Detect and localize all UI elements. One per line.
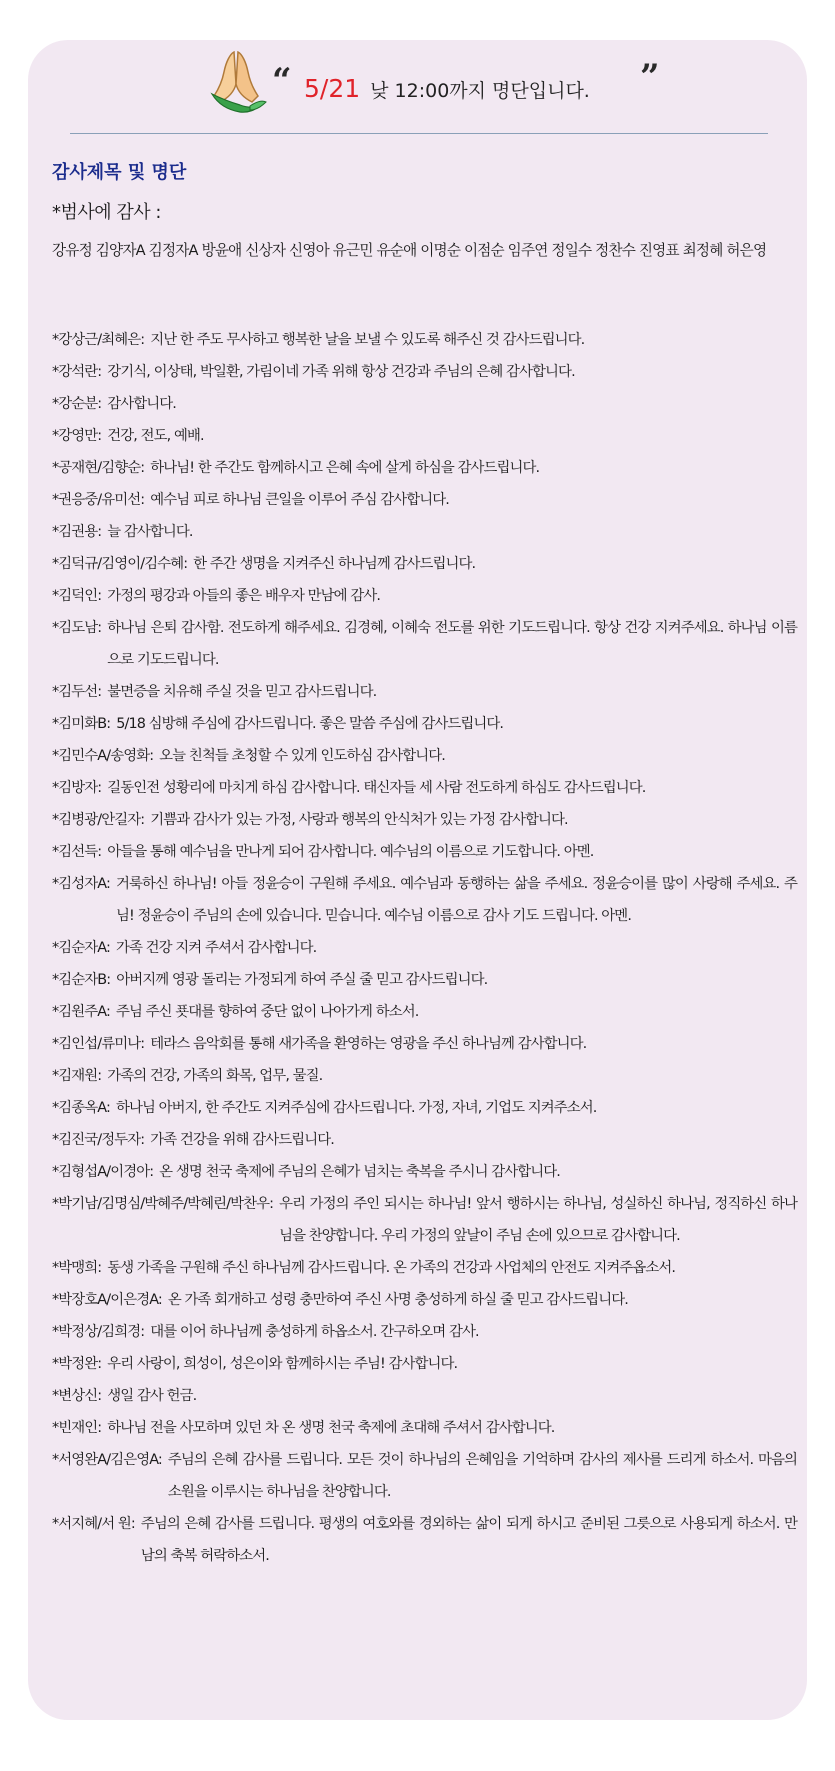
prayer-entry <box>52 996 797 1028</box>
entry-text: 강기식, 이상태, 박일환, 가림이네 가족 위해 항상 건강과 주님의 은혜 감사합니다. <box>107 364 575 380</box>
prayer-entries <box>52 324 797 1572</box>
prayer-entry <box>52 932 797 964</box>
section-subtitle: *범사에 감사 : <box>52 202 161 223</box>
prayer-entry <box>52 612 797 676</box>
entry-name: *김덕규/김영이/김수혜: <box>52 556 188 572</box>
entry-text: 생일 감사 헌금. <box>107 1388 197 1404</box>
entry-name: *박정완: <box>52 1356 102 1372</box>
prayer-entry <box>52 324 797 356</box>
prayer-entry <box>52 708 797 740</box>
open-quote: “ <box>272 61 292 101</box>
entry-name: *김종옥A: <box>52 1100 110 1116</box>
entry-name: *김도남: <box>52 620 102 636</box>
entry-name: *박장호A/이은경A: <box>52 1292 162 1308</box>
entry-name: *김민수A/송영화: <box>52 748 154 764</box>
prayer-entry <box>52 548 797 580</box>
entry-text: 온 생명 천국 축제에 주님의 은혜가 넘치는 축복을 주시니 감사합니다. <box>159 1164 560 1180</box>
entry-name: *김권용: <box>52 524 102 540</box>
prayer-entry <box>52 804 797 836</box>
entry-text: 기쁨과 감사가 있는 가정, 사랑과 행복의 안식처가 있는 가정 감사합니다. <box>150 812 568 828</box>
prayer-entry <box>52 1316 797 1348</box>
entry-text: 가족의 건강, 가족의 화목, 업무, 물질. <box>107 1068 323 1084</box>
entry-text: 하나님 아버지, 한 주간도 지켜주심에 감사드립니다. 가정, 자녀, 기업도 지켜주소서. <box>115 1100 597 1116</box>
prayer-entry <box>52 836 797 868</box>
entry-name: *김순자A: <box>52 940 110 956</box>
entry-text: 한 주간 생명을 지켜주신 하나님께 감사드립니다. <box>193 556 476 572</box>
entry-name: *김두선: <box>52 684 102 700</box>
entry-text: 하나님 은퇴 감사함. 전도하게 해주세요. 김경혜, 이혜숙 전도를 위한 기도드립니다. 항상 건강 지켜주세요. 하나님 이름으로 기도드립니다. <box>107 620 797 668</box>
entry-name: *권응중/유미선: <box>52 492 145 508</box>
entry-text: 길동인전 성황리에 마치게 하심 감사합니다. 태신자들 세 사람 전도하게 하심도 감사드립니다. <box>107 780 646 796</box>
prayer-entry <box>52 356 797 388</box>
entry-name: *강순분: <box>52 396 102 412</box>
entry-text: 건강, 전도, 예배. <box>107 428 204 444</box>
prayer-entry <box>52 740 797 772</box>
entry-name: *김성자A: <box>52 876 110 892</box>
prayer-entry <box>52 1284 797 1316</box>
prayer-entry <box>52 1156 797 1188</box>
prayer-entry <box>52 1188 797 1252</box>
entry-text: 가족 건강 지켜 주셔서 감사합니다. <box>115 940 317 956</box>
entry-name: *빈재인: <box>52 1420 102 1436</box>
entry-name: *서지혜/서 원: <box>52 1516 135 1532</box>
entry-name: *강석란: <box>52 364 102 380</box>
prayer-entry <box>52 868 797 932</box>
entry-text: 가정의 평강과 아들의 좋은 배우자 만남에 감사. <box>107 588 380 604</box>
card-header <box>28 40 807 135</box>
entry-name: *서영완A/김은영A: <box>52 1452 162 1468</box>
prayer-card <box>28 40 807 1720</box>
entry-text: 우리 가정의 주인 되시는 하나님! 앞서 행하시는 하나님, 성실하신 하나님, 정직하신 하나님을 찬양합니다. 우리 가정의 앞날이 주님 손에 있으므로 감사합니다. <box>279 1196 797 1244</box>
headline-message: 낮 12:00까지 명단입니다. <box>370 80 590 102</box>
entry-name: *강영만: <box>52 428 102 444</box>
section-title: 감사제목 및 명단 <box>52 162 187 183</box>
entry-text: 거룩하신 하나님! 아들 정윤승이 구원해 주세요. 예수님과 동행하는 삶을 주세요. 정윤승이를 많이 사랑해 주세요. 주님! 정윤승이 주님의 손에 있습니다. 믿습니다. 예수님 이름으로 감사 기도 드립니다. 아멘. <box>115 876 797 924</box>
entry-name: *김인섭/류미나: <box>52 1036 145 1052</box>
entry-text: 오늘 친척들 초청할 수 있게 인도하심 감사합니다. <box>159 748 445 764</box>
entry-text: 지난 한 주도 무사하고 행복한 날을 보낼 수 있도록 해주신 것 감사드립니다. <box>150 332 585 348</box>
headline-date: 5/21 <box>304 74 361 103</box>
prayer-entry <box>52 516 797 548</box>
entry-name: *변상신: <box>52 1388 102 1404</box>
entry-name: *김순자B: <box>52 972 111 988</box>
prayer-entry <box>52 1028 797 1060</box>
prayer-entry <box>52 388 797 420</box>
entry-text: 감사합니다. <box>107 396 176 412</box>
praying-hands-icon <box>204 48 270 116</box>
close-quote: ” <box>640 57 660 97</box>
entry-text: 5/18 심방해 주심에 감사드립니다. 좋은 말씀 주심에 감사드립니다. <box>116 716 504 732</box>
entry-name: *김원주A: <box>52 1004 110 1020</box>
entry-text: 테라스 음악회를 통해 새가족을 환영하는 영광을 주신 하나님께 감사합니다. <box>150 1036 587 1052</box>
prayer-entry <box>52 484 797 516</box>
entry-name: *박기남/김명심/박혜주/박혜린/박찬우: <box>52 1196 274 1212</box>
entry-name: *강상근/최혜은: <box>52 332 145 348</box>
entry-name: *김진국/정두자: <box>52 1132 145 1148</box>
header-divider <box>70 133 768 134</box>
entry-text: 불면증을 치유해 주실 것을 믿고 감사드립니다. <box>107 684 377 700</box>
prayer-entry <box>52 452 797 484</box>
entry-text: 가족 건강을 위해 감사드립니다. <box>150 1132 334 1148</box>
entry-text: 아들을 통해 예수님을 만나게 되어 감사합니다. 예수님의 이름으로 기도합니다. 아멘. <box>107 844 594 860</box>
entry-name: *김선득: <box>52 844 102 860</box>
entry-name: *박맹희: <box>52 1260 102 1276</box>
prayer-entry <box>52 1444 797 1508</box>
entry-name: *공재현/김향순: <box>52 460 145 476</box>
prayer-entry <box>52 676 797 708</box>
entry-text: 주님의 은혜 감사를 드립니다. 평생의 여호와를 경외하는 삶이 되게 하시고 준비된 그릇으로 사용되게 하소서. 만남의 축복 허락하소서. <box>140 1516 797 1564</box>
entry-text: 하나님! 한 주간도 함께하시고 은혜 속에 살게 하심을 감사드립니다. <box>150 460 540 476</box>
entry-text: 예수님 피로 하나님 큰일을 이루어 주심 감사합니다. <box>150 492 449 508</box>
entry-text: 늘 감사합니다. <box>107 524 193 540</box>
entry-name: *김병광/안길자: <box>52 812 145 828</box>
prayer-entry <box>52 1348 797 1380</box>
prayer-entry <box>52 1124 797 1156</box>
prayer-entry <box>52 1380 797 1412</box>
entry-text: 아버지께 영광 돌리는 가정되게 하여 주실 줄 믿고 감사드립니다. <box>116 972 488 988</box>
prayer-entry <box>52 580 797 612</box>
prayer-entry <box>52 1412 797 1444</box>
entry-text: 대를 이어 하나님께 충성하게 하옵소서. 간구하오며 감사. <box>150 1324 479 1340</box>
prayer-entry <box>52 1252 797 1284</box>
prayer-entry <box>52 1092 797 1124</box>
entry-name: *김미화B: <box>52 716 111 732</box>
entry-name: *김방자: <box>52 780 102 796</box>
entry-text: 온 가족 회개하고 성령 충만하여 주신 사명 충성하게 하실 줄 믿고 감사드립니다. <box>167 1292 628 1308</box>
entry-text: 주님 주신 푯대를 향하여 중단 없이 나아가게 하소서. <box>115 1004 419 1020</box>
entry-text: 동생 가족을 구원해 주신 하나님께 감사드립니다. 온 가족의 건강과 사업체의 안전도 지켜주옵소서. <box>107 1260 676 1276</box>
entry-name: *김덕인: <box>52 588 102 604</box>
entry-name: *김형섭A/이경아: <box>52 1164 154 1180</box>
prayer-entry <box>52 964 797 996</box>
donor-list: 강유정 김양자A 김정자A 방윤애 신상자 신영아 유근민 유순애 이명순 이점순 임주연 정일수 정찬수 진영표 최정혜 허은영 <box>52 242 767 259</box>
entry-text: 주님의 은혜 감사를 드립니다. 모든 것이 하나님의 은혜임을 기억하며 감사의 제사를 드리게 하소서. 마음의 소원을 이루시는 하나님을 찬양합니다. <box>167 1452 797 1500</box>
entry-name: *박정상/김희경: <box>52 1324 145 1340</box>
entry-text: 우리 사랑이, 희성이, 성은이와 함께하시는 주님! 감사합니다. <box>107 1356 458 1372</box>
prayer-entry <box>52 1060 797 1092</box>
prayer-entry <box>52 1508 797 1572</box>
entry-name: *김재원: <box>52 1068 102 1084</box>
entry-text: 하나님 전을 사모하며 있던 차 온 생명 천국 축제에 초대해 주셔서 감사합니다. <box>107 1420 555 1436</box>
headline <box>304 74 590 103</box>
prayer-entry <box>52 420 797 452</box>
prayer-entry <box>52 772 797 804</box>
